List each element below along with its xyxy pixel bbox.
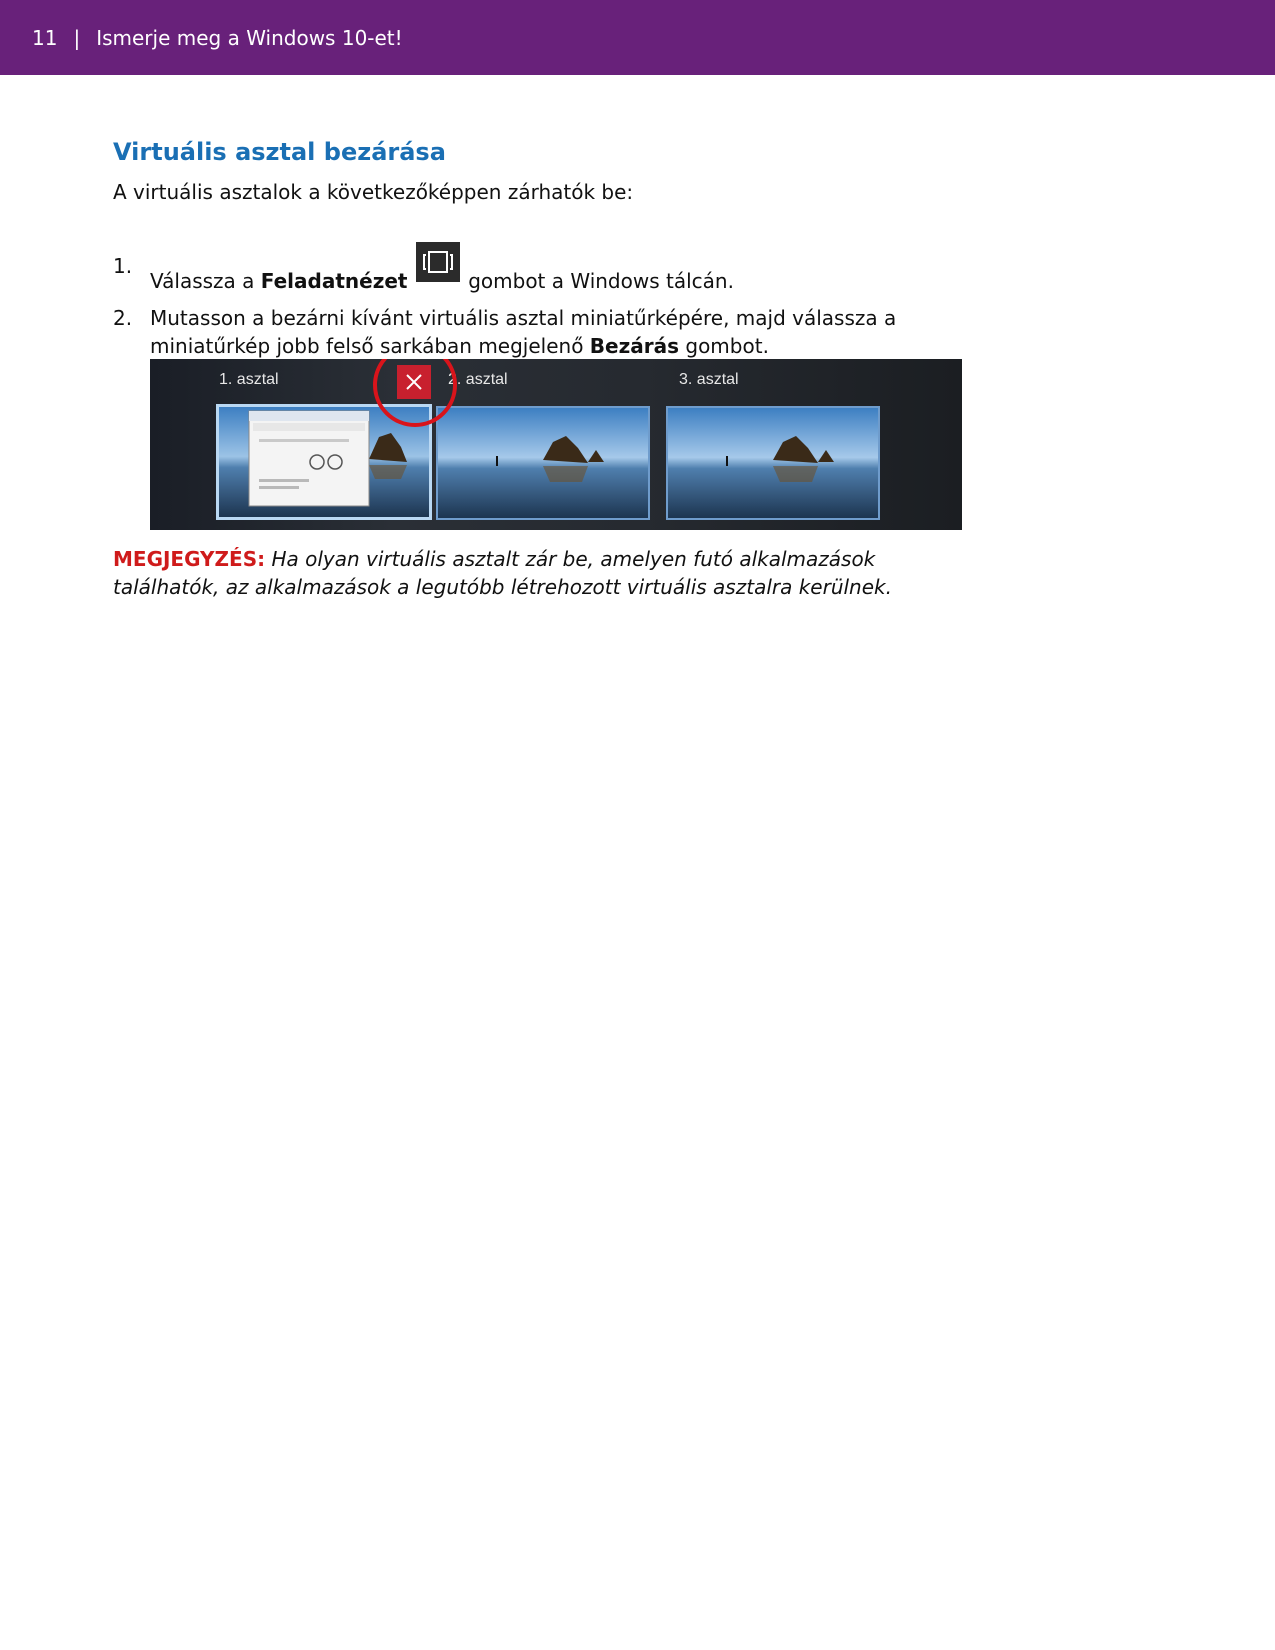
step-text-after: gombot. <box>685 334 769 358</box>
step-number: 2. <box>113 306 133 330</box>
step-bold-text: Feladatnézet <box>260 269 408 293</box>
task-view-screenshot <box>150 359 962 530</box>
page-number: 11 <box>32 25 58 50</box>
header-separator: | <box>73 25 81 50</box>
highlight-circle <box>373 359 457 427</box>
step-text-after: gombot a Windows tálcán. <box>468 269 734 293</box>
step-text-before: Válassza a <box>150 269 255 293</box>
desktop-label-3: 3. asztal <box>679 371 739 388</box>
page-header <box>0 0 1275 75</box>
task-view-icon <box>416 242 460 282</box>
step-bold-text: Bezárás <box>589 334 680 358</box>
step-text-before: Mutasson a bezárni kívánt virtuális asztal miniatűrképére, majd válassza a miniatűrkép jobb felső sarkában megjelenő <box>150 306 897 358</box>
section-heading: Virtuális asztal bezárása <box>113 138 446 166</box>
list-item <box>113 236 973 302</box>
section <box>113 136 1113 206</box>
desktop-thumbnail-3[interactable] <box>666 406 880 520</box>
list-item <box>113 304 973 360</box>
desktop-label-1: 1. asztal <box>219 371 279 388</box>
desktop-label-2: 2. asztal <box>448 371 508 388</box>
note-label: MEGJEGYZÉS: <box>113 547 266 571</box>
step-number: 1. <box>113 254 133 278</box>
desktop-thumbnail-2[interactable] <box>436 406 650 520</box>
note <box>113 545 973 601</box>
header-title: Ismerje meg a Windows 10-et! <box>96 25 403 50</box>
steps-list <box>113 236 973 360</box>
section-intro: A virtuális asztalok a következőképpen zárhatók be: <box>113 180 634 204</box>
note-text: Ha olyan virtuális asztalt zár be, amelyen futó alkalmazások találhatók, az alkalmazások a legutóbb létrehozott virtuális asztalra kerülnek. <box>113 547 892 599</box>
